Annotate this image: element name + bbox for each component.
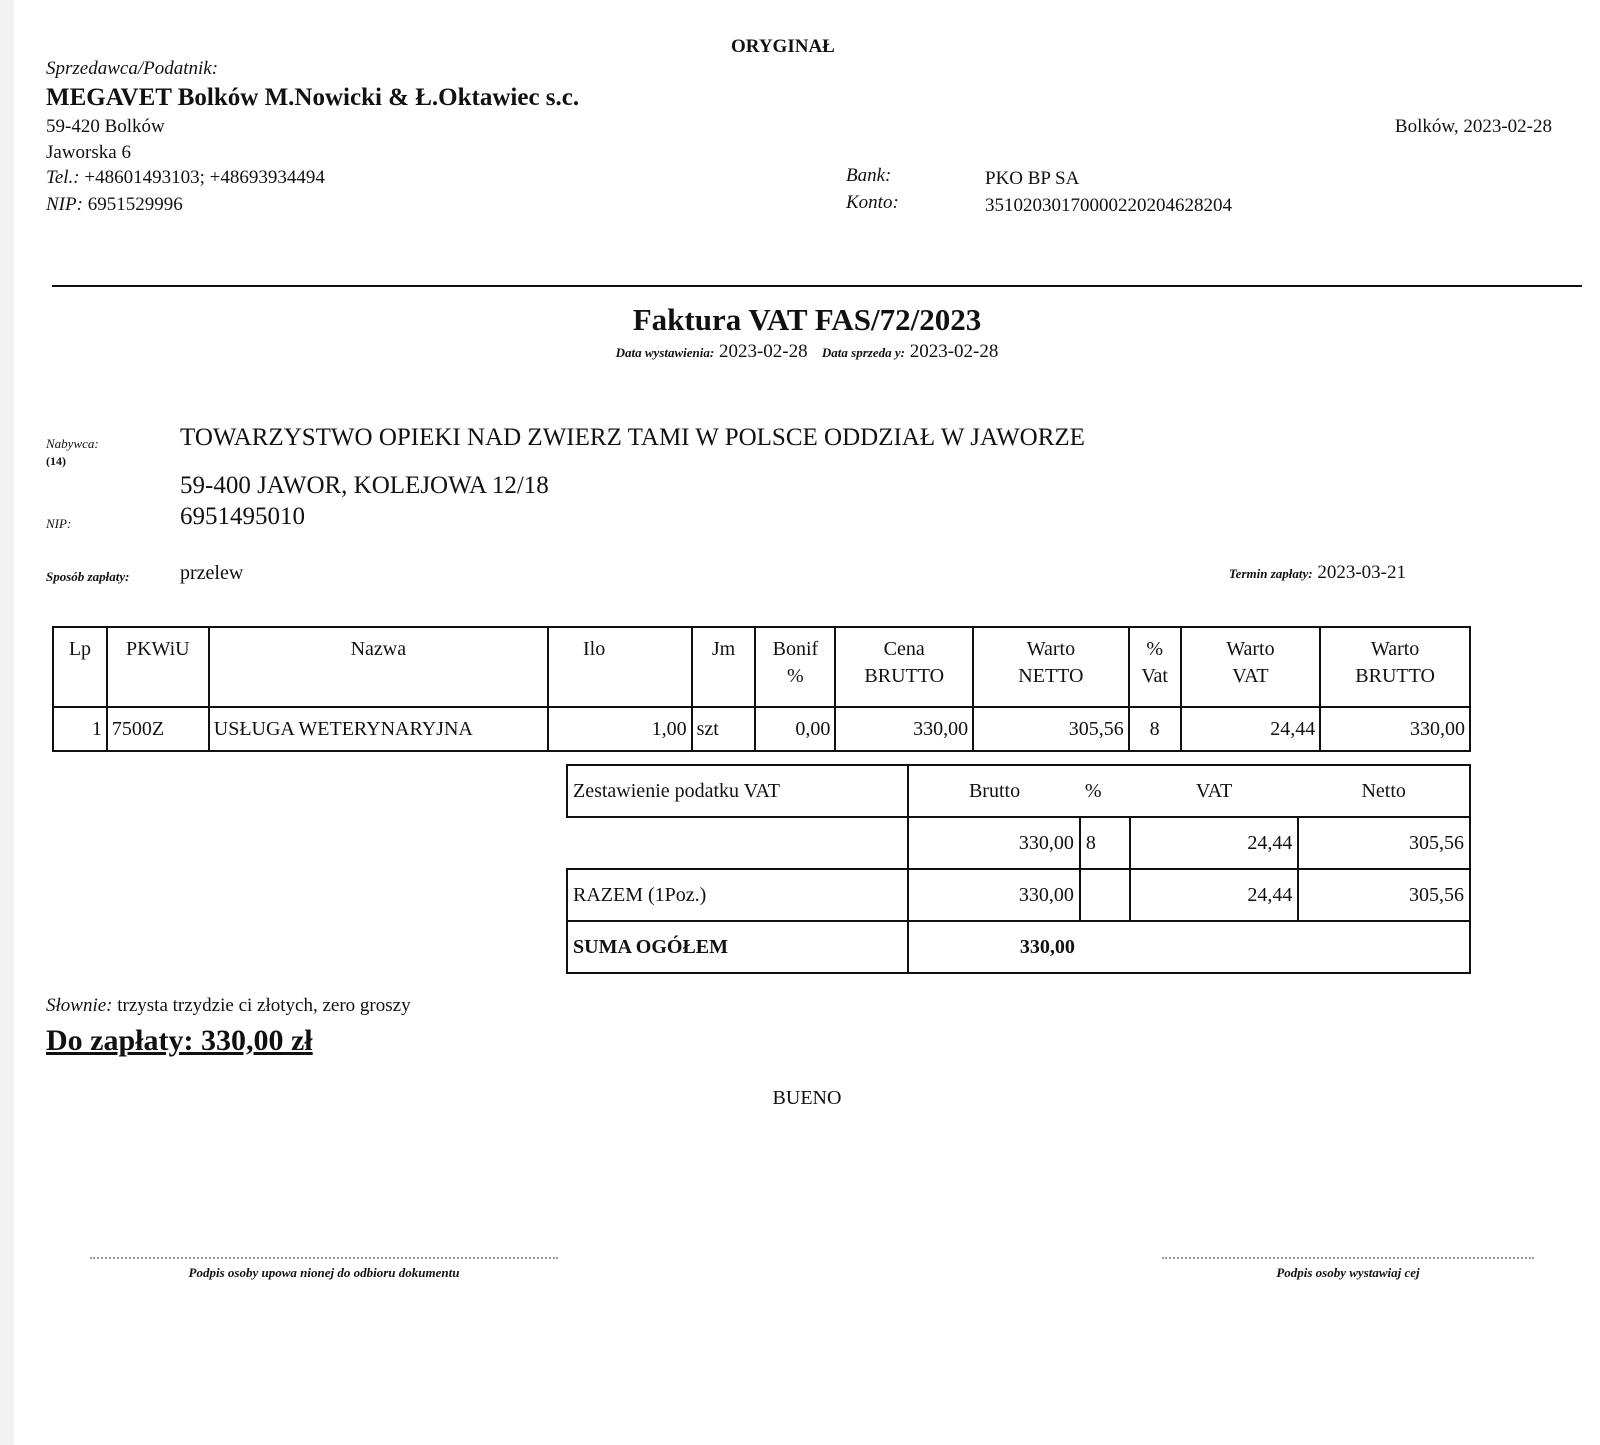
bank-name: PKO BP SA xyxy=(985,168,1080,189)
signature-label-left: Podpis osoby upowa nionej do odbioru dokumentu xyxy=(188,1265,460,1280)
vat-total-row xyxy=(567,869,1470,921)
sale-date: 2023-02-28 xyxy=(909,341,999,362)
original-label: ORYGINAŁ xyxy=(731,36,835,57)
seller-nip-label: NIP: xyxy=(46,194,83,215)
place-date: Bolków, 2023-02-28 xyxy=(1394,116,1552,137)
seller-tel-label: Tel.: xyxy=(46,167,80,188)
vat-rate-brutto: 330,00 xyxy=(908,817,1080,869)
cell-ilosc: 1,00 xyxy=(548,707,692,751)
col-cena-brutto: Cena BRUTTO xyxy=(835,627,973,707)
cell-jm: szt xyxy=(692,707,756,751)
payment-due xyxy=(1229,562,1406,584)
col-nazwa: Nazwa xyxy=(209,627,548,707)
vat-col-vat: VAT xyxy=(1130,765,1299,817)
cell-wartosc-netto: 305,56 xyxy=(973,707,1129,751)
col-vat-pct: % Vat xyxy=(1129,627,1181,707)
signature-line-right xyxy=(1162,1257,1534,1259)
col-ilosc: Ilo xyxy=(548,627,692,707)
issue-date: 2023-02-28 xyxy=(718,341,808,362)
cell-nazwa: USŁUGA WETERYNARYJNA xyxy=(209,707,548,751)
invoice-title: Faktura VAT FAS/72/2023 xyxy=(632,302,982,337)
seller-label: Sprzedawca/Podatnik: xyxy=(46,58,219,79)
vat-rate-netto: 305,56 xyxy=(1298,817,1470,869)
sale-date-label: Data sprzeda y: xyxy=(821,345,905,360)
cell-wartosc-brutto: 330,00 xyxy=(1320,707,1470,751)
cell-vat-pct: 8 xyxy=(1129,707,1181,751)
seller-nip: 6951529996 xyxy=(87,194,183,215)
buyer-label: Nabywca: xyxy=(46,436,99,451)
vat-total-netto: 305,56 xyxy=(1298,869,1470,921)
vat-rate-vat: 24,44 xyxy=(1130,817,1299,869)
invoice-dates xyxy=(14,341,1600,363)
seller-street: Jaworska 6 xyxy=(46,142,131,163)
vat-rate-empty xyxy=(567,817,908,869)
vat-summary-title: Zestawienie podatku VAT xyxy=(567,765,908,817)
bueno-text: BUENO xyxy=(772,1087,842,1109)
table-row xyxy=(53,707,1470,751)
words-label: Słownie: xyxy=(46,995,113,1016)
signature-label-right: Podpis osoby wystawiaj cej xyxy=(1276,1265,1420,1280)
vat-col-pct: % xyxy=(1080,765,1130,817)
buyer-name: TOWARZYSTWO OPIEKI NAD ZWIERZ TAMI W POLSCE ODDZIAŁ W JAWORZE xyxy=(180,424,1085,451)
items-header-row xyxy=(53,627,1470,707)
col-pkwiu: PKWiU xyxy=(107,627,209,707)
vat-rate-row xyxy=(567,817,1470,869)
payment-due-date: 2023-03-21 xyxy=(1317,562,1406,583)
buyer-nip: 6951495010 xyxy=(180,503,305,530)
amount-in-words xyxy=(46,995,411,1017)
vat-grand-row xyxy=(567,921,1470,973)
header-divider xyxy=(52,285,1582,287)
items-table xyxy=(52,626,1471,752)
cell-wartosc-vat: 24,44 xyxy=(1181,707,1321,751)
invoice-page xyxy=(14,0,1600,1445)
vat-total-brutto: 330,00 xyxy=(908,869,1080,921)
vat-total-label: RAZEM (1Poz.) xyxy=(567,869,908,921)
issue-date-label: Data wystawienia: xyxy=(615,345,715,360)
seller-city: 59-420 Bolków xyxy=(46,116,165,137)
words-value: trzysta trzydzie ci złotych, zero groszy xyxy=(117,995,411,1016)
vat-rate-pct: 8 xyxy=(1080,817,1130,869)
vat-col-brutto: Brutto xyxy=(908,765,1080,817)
col-jm: Jm xyxy=(692,627,756,707)
vat-summary-table xyxy=(566,764,1471,974)
seller-tel-line xyxy=(46,167,325,189)
bank-label: Bank: xyxy=(846,165,892,186)
seller-tel: +48601493103; +48693934494 xyxy=(84,167,325,188)
cell-bonif: 0,00 xyxy=(755,707,835,751)
payment-method: przelew xyxy=(180,562,244,584)
buyer-code: (14) xyxy=(46,454,66,468)
vat-header-row xyxy=(567,765,1470,817)
payment-method-label: Sposób zapłaty: xyxy=(46,569,130,584)
account-label: Konto: xyxy=(846,192,899,213)
vat-grand-value: 330,00 xyxy=(908,921,1080,973)
vat-col-netto: Netto xyxy=(1298,765,1470,817)
seller-nip-line xyxy=(46,194,183,216)
col-lp: Lp xyxy=(53,627,107,707)
buyer-nip-label: NIP: xyxy=(46,516,72,531)
seller-name: MEGAVET Bolków M.Nowicki & Ł.Oktawiec s.c. xyxy=(46,84,580,111)
payment-due-label: Termin zapłaty: xyxy=(1228,566,1313,581)
to-pay: Do zapłaty: 330,00 zł xyxy=(46,1024,313,1057)
buyer-address: 59-400 JAWOR, KOLEJOWA 12/18 xyxy=(180,472,549,499)
vat-grand-label: SUMA OGÓŁEM xyxy=(567,921,908,973)
vat-total-vat: 24,44 xyxy=(1130,869,1299,921)
signature-line-left xyxy=(90,1257,558,1259)
cell-cena-brutto: 330,00 xyxy=(835,707,973,751)
account-number: 35102030170000220204628204 xyxy=(985,195,1232,216)
col-bonif: Bonif % xyxy=(755,627,835,707)
cell-lp: 1 xyxy=(53,707,107,751)
col-wartosc-vat: Warto VAT xyxy=(1181,627,1321,707)
col-wartosc-netto: Warto NETTO xyxy=(973,627,1129,707)
cell-pkwiu: 7500Z xyxy=(107,707,209,751)
vat-grand-empty xyxy=(1080,921,1470,973)
vat-total-pct xyxy=(1080,869,1130,921)
col-wartosc-brutto: Warto BRUTTO xyxy=(1320,627,1470,707)
